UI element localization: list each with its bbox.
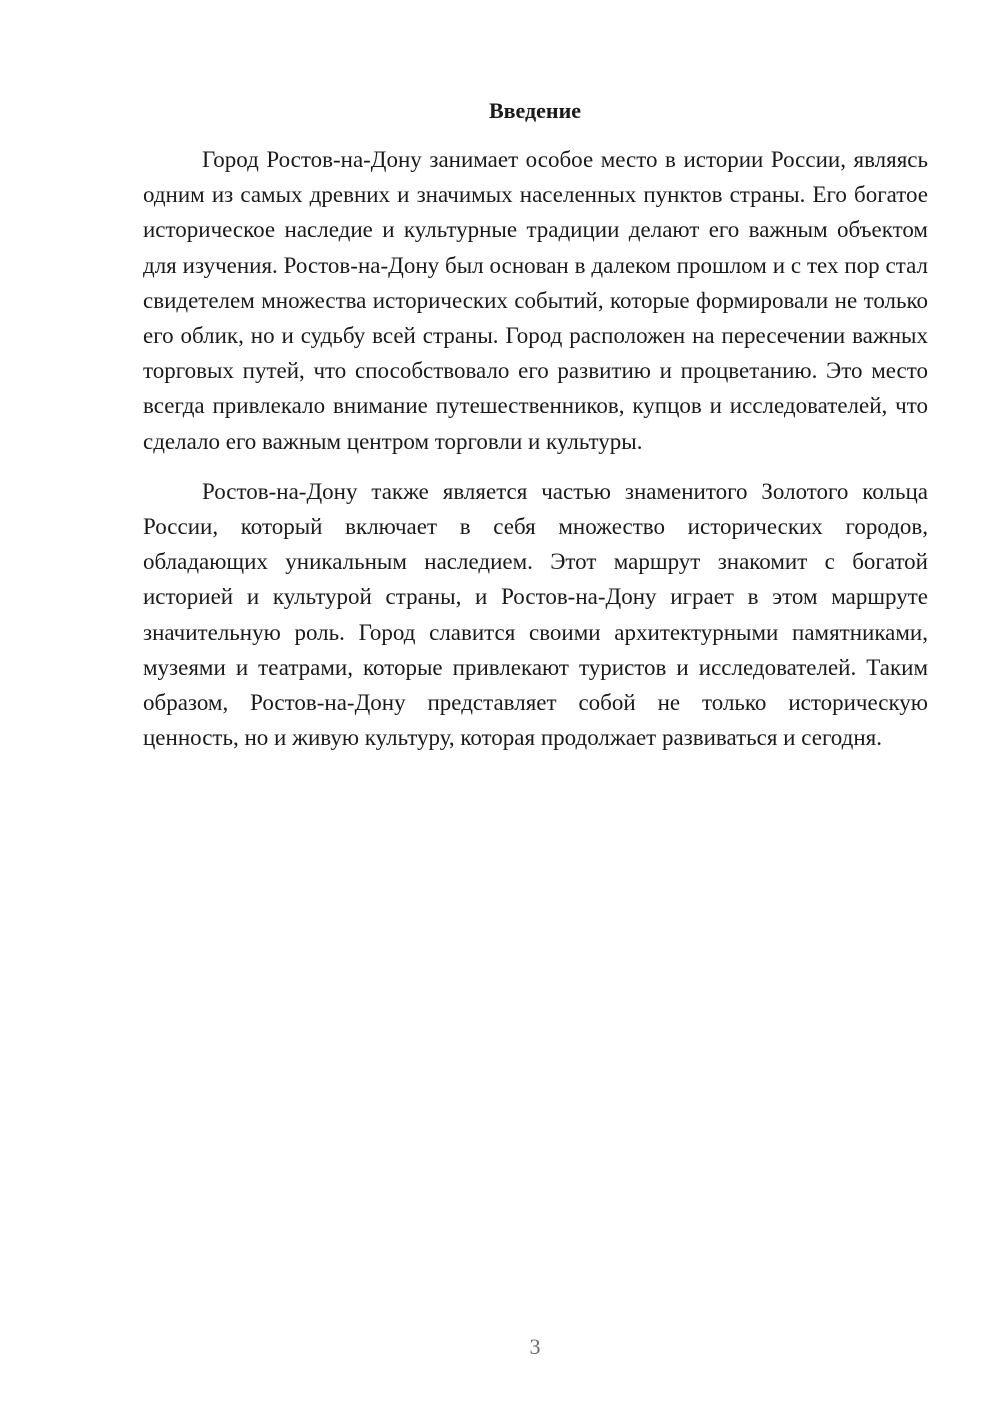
- paragraph-intro: Город Ростов-на-Дону занимает особое место в истории России, являясь одним из самых древних и значимых населенных пунктов страны. Его богатое историческое наследие и культурные традиции делают его важным объектом для изучения. Ростов-на-Дону был основан в далеком прошлом и с тех пор стал свидетелем множества исторических событий, которые формировали не только его облик, но и судьбу всей страны. Город расположен на пересечении важных торговых путей, что способствовало его развитию и процветанию. Это место всегда привлекало внимание путешественников, купцов и исследователей, что сделало его важным центром торговли и культуры.: [143, 147, 928, 454]
- page-number: 3: [529, 1334, 541, 1359]
- paragraph-golden-ring: Ростов-на-Дону также является частью знаменитого Золотого кольца России, который включает в себя множество исторических городов, обладающих уникальным наследием. Этот маршрут знакомит с богатой историей и культурой страны, и Ростов-на-Дону играет в этом маршруте значительную роль. Город славится своими архитектурными памятниками, музеями и театрами, которые привлекают туристов и исследователей. Таким образом, Ростов-на-Дону представляет собой не только историческую ценность, но и живую культуру, которая продолжает развиваться и сегодня.: [143, 478, 928, 751]
- document-body: [143, 142, 928, 755]
- page-title: Введение: [488, 98, 582, 123]
